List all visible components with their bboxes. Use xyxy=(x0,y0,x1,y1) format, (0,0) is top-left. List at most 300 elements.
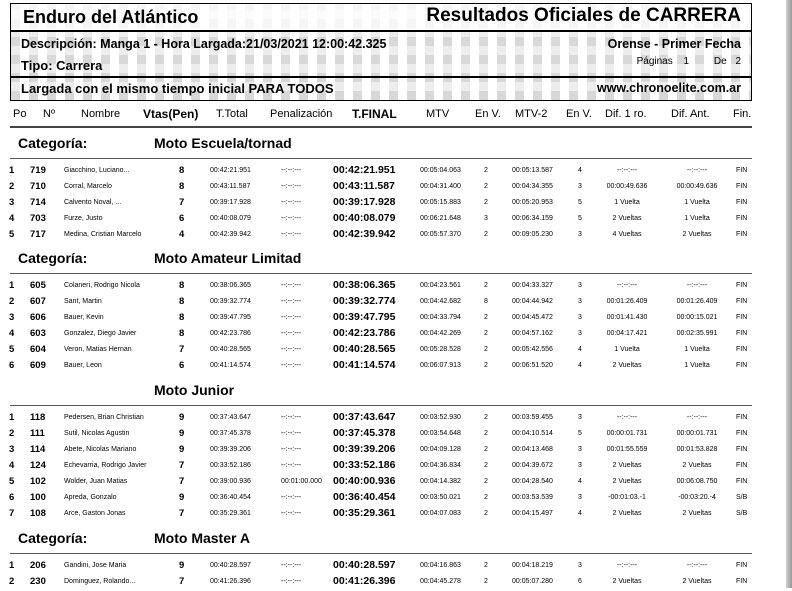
gap-to-first: 00:01:41.430 xyxy=(606,314,648,321)
second-best-lap: 00:04:33.327 xyxy=(512,282,553,289)
best-lap-number: 2 xyxy=(484,510,488,517)
second-best-lap: 00:09:05.230 xyxy=(512,231,553,238)
total-time: 00:42:39.942 xyxy=(210,231,251,238)
rider-number: 118 xyxy=(30,412,46,423)
best-lap: 00:03:54.648 xyxy=(420,430,461,437)
rider-number: 230 xyxy=(30,576,46,587)
final-time: 00:39:32.774 xyxy=(333,295,396,307)
penalty: --:--:--- xyxy=(281,562,302,569)
laps: 7 xyxy=(179,576,185,587)
best-lap-number: 2 xyxy=(484,430,488,437)
penalty: --:--:--- xyxy=(281,430,302,437)
gap-to-previous: 00:00:49.636 xyxy=(676,183,718,190)
finish-status: FIN xyxy=(736,478,748,485)
category-divider xyxy=(10,273,752,274)
finish-status: FIN xyxy=(736,231,748,238)
position: 2 xyxy=(9,181,15,192)
second-best-lap-number: 6 xyxy=(578,578,582,585)
table-row xyxy=(0,411,792,427)
col-env1: En V. xyxy=(475,108,501,120)
rider-number: 108 xyxy=(30,508,46,519)
final-time: 00:41:14.574 xyxy=(333,359,396,371)
final-time: 00:42:39.942 xyxy=(333,228,396,240)
penalty: --:--:--- xyxy=(281,462,302,469)
best-lap: 00:05:57.370 xyxy=(420,231,461,238)
laps: 4 xyxy=(179,229,185,240)
laps: 7 xyxy=(179,344,185,355)
penalty: --:--:--- xyxy=(281,446,302,453)
gap-to-previous: 00:02:35.991 xyxy=(676,330,718,337)
second-best-lap-number: 3 xyxy=(578,446,582,453)
category-divider xyxy=(10,553,752,554)
second-best-lap-number: 4 xyxy=(578,510,582,517)
best-lap-number: 2 xyxy=(484,231,488,238)
position: 6 xyxy=(9,492,15,503)
second-best-lap-number: 3 xyxy=(578,562,582,569)
table-row xyxy=(0,279,792,295)
best-lap: 00:05:15.883 xyxy=(420,199,461,206)
final-time: 00:35:29.361 xyxy=(333,507,396,519)
gap-to-first: 2 Vueltas xyxy=(612,462,642,469)
final-time: 00:40:00.936 xyxy=(333,475,396,487)
col-env2: En V. xyxy=(566,108,592,120)
rider-name: Calvento Noval, ... xyxy=(64,199,122,206)
finish-status: FIN xyxy=(736,362,748,369)
gap-to-first: --:--:--- xyxy=(616,167,638,174)
position: 4 xyxy=(9,460,15,471)
gap-to-first: 00:00:01.731 xyxy=(606,430,648,437)
table-row xyxy=(0,575,792,591)
laps: 7 xyxy=(179,476,185,487)
category-label: Categoría: xyxy=(18,135,88,151)
second-best-lap-number: 3 xyxy=(578,298,582,305)
header-divider-top xyxy=(11,30,751,32)
second-best-lap-number: 5 xyxy=(578,215,582,222)
position: 3 xyxy=(9,444,15,455)
rider-name: Dominguez, Rolando... xyxy=(64,578,136,585)
gap-to-previous: 1 Vuelta xyxy=(684,215,710,222)
second-best-lap-number: 3 xyxy=(578,231,582,238)
second-best-lap: 00:04:15.497 xyxy=(512,510,553,517)
total-time: 00:35:29.361 xyxy=(210,510,251,517)
best-lap-number: 2 xyxy=(484,562,488,569)
table-row xyxy=(0,359,792,375)
second-best-lap: 00:04:45.472 xyxy=(512,314,553,321)
final-time: 00:41:26.396 xyxy=(333,575,396,587)
finish-status: FIN xyxy=(736,215,748,222)
best-lap: 00:04:09.128 xyxy=(420,446,461,453)
best-lap-number: 2 xyxy=(484,462,488,469)
gap-to-first: 1 Vuelta xyxy=(614,346,640,353)
category-header xyxy=(18,250,302,266)
race-location: Orense - Primer Fecha xyxy=(607,37,741,51)
finish-status: FIN xyxy=(736,414,748,421)
best-lap-number: 2 xyxy=(484,330,488,337)
finish-status: FIN xyxy=(736,578,748,585)
rider-number: 703 xyxy=(30,213,46,224)
rider-name: Medina, Cristian Marcelo xyxy=(64,231,142,238)
gap-to-first: --:--:--- xyxy=(616,282,638,289)
second-best-lap-number: 3 xyxy=(578,494,582,501)
laps: 7 xyxy=(179,197,185,208)
penalty: --:--:--- xyxy=(281,578,302,585)
total-time: 00:42:23.786 xyxy=(210,330,251,337)
best-lap-number: 8 xyxy=(484,298,488,305)
finish-status: FIN xyxy=(736,330,748,337)
rider-number: 710 xyxy=(30,181,46,192)
category-label: Categoría: xyxy=(18,250,88,266)
col-ttotal: T.Total xyxy=(216,108,248,120)
best-lap: 00:04:33.794 xyxy=(420,314,461,321)
total-pages: 2 xyxy=(735,56,741,67)
total-time: 00:40:28.565 xyxy=(210,346,251,353)
column-header-divider xyxy=(10,126,752,128)
laps: 8 xyxy=(179,181,185,192)
best-lap-number: 2 xyxy=(484,314,488,321)
second-best-lap-number: 3 xyxy=(578,330,582,337)
rider-name: Bauer, Leon xyxy=(64,362,102,369)
final-time: 00:39:39.206 xyxy=(333,443,396,455)
rider-number: 111 xyxy=(30,428,45,439)
final-time: 00:38:06.365 xyxy=(333,279,396,291)
final-time: 00:40:28.597 xyxy=(333,559,396,571)
second-best-lap-number: 3 xyxy=(578,183,582,190)
race-type: Tipo: Carrera xyxy=(21,58,103,73)
best-lap: 00:05:28.528 xyxy=(420,346,461,353)
gap-to-first: -00:01:03.-1 xyxy=(608,494,646,501)
finish-status: FIN xyxy=(736,298,748,305)
rider-name: Corral, Marcelo xyxy=(64,183,112,190)
penalty: --:--:--- xyxy=(281,298,302,305)
col-difa: Dif. Ant. xyxy=(671,108,710,120)
best-lap: 00:04:31.400 xyxy=(420,183,461,190)
col-dif1: Dif. 1 ro. xyxy=(605,108,647,120)
best-lap: 00:03:52.930 xyxy=(420,414,461,421)
col-mtv: MTV xyxy=(426,108,450,120)
rider-number: 604 xyxy=(30,344,46,355)
best-lap-number: 2 xyxy=(484,282,488,289)
best-lap: 00:04:16.863 xyxy=(420,562,461,569)
laps: 7 xyxy=(179,508,185,519)
total-time: 00:39:39.206 xyxy=(210,446,251,453)
second-best-lap-number: 3 xyxy=(578,314,582,321)
second-best-lap: 00:04:34.355 xyxy=(512,183,553,190)
gap-to-previous: 00:00:01.731 xyxy=(676,430,718,437)
best-lap: 00:05:04.063 xyxy=(420,167,461,174)
table-row xyxy=(0,491,792,507)
best-lap: 00:03:50.021 xyxy=(420,494,461,501)
finish-status: S/B xyxy=(736,494,748,501)
penalty: --:--:--- xyxy=(281,510,302,517)
website-link[interactable]: www.chronoelite.com.ar xyxy=(596,81,741,95)
best-lap-number: 2 xyxy=(484,183,488,190)
rider-number: 717 xyxy=(30,229,46,240)
of-label: De xyxy=(713,56,727,67)
rider-name: Pedersen, Brian Christian xyxy=(64,414,144,421)
laps: 7 xyxy=(179,460,185,471)
event-name: Enduro del Atlántico xyxy=(23,7,199,27)
table-row xyxy=(0,475,792,491)
penalty: --:--:--- xyxy=(281,314,302,321)
gap-to-previous: 00:01:53.828 xyxy=(676,446,718,453)
category-divider xyxy=(10,158,752,159)
second-best-lap: 00:04:44.942 xyxy=(512,298,553,305)
rider-number: 206 xyxy=(30,560,46,571)
penalty: --:--:--- xyxy=(281,346,302,353)
rider-name: Giacchino, Luciano... xyxy=(64,167,130,174)
rider-number: 607 xyxy=(30,296,46,307)
position: 1 xyxy=(9,412,15,423)
race-description: Descripción: Manga 1 - Hora Largada:21/03/2021 12:00:42.325 xyxy=(21,37,387,51)
start-note: Largada con el mismo tiempo inicial PARA TODOS xyxy=(21,81,334,96)
laps: 9 xyxy=(179,492,185,503)
position: 2 xyxy=(9,428,15,439)
col-no: Nº xyxy=(43,108,55,120)
gap-to-previous: 2 Vueltas xyxy=(682,231,712,238)
table-row xyxy=(0,196,792,212)
laps: 8 xyxy=(179,165,185,176)
gap-to-first: 2 Vueltas xyxy=(612,362,642,369)
position: 1 xyxy=(9,280,15,291)
penalty: --:--:--- xyxy=(281,167,302,174)
total-time: 00:36:40.454 xyxy=(210,494,251,501)
finish-status: FIN xyxy=(736,183,748,190)
table-row xyxy=(0,427,792,443)
total-time: 00:40:28.597 xyxy=(210,562,251,569)
table-row xyxy=(0,311,792,327)
finish-status: FIN xyxy=(736,314,748,321)
penalty: --:--:--- xyxy=(281,183,302,190)
rider-name: Sutil, Nicolas Agustin xyxy=(64,430,130,437)
final-time: 00:39:17.928 xyxy=(333,196,396,208)
current-page: 1 xyxy=(683,56,690,67)
finish-status: FIN xyxy=(736,346,748,353)
second-best-lap-number: 3 xyxy=(578,414,582,421)
best-lap: 00:04:14.382 xyxy=(420,478,461,485)
second-best-lap: 00:05:42.556 xyxy=(512,346,553,353)
category-name: Moto Junior xyxy=(154,382,235,398)
total-time: 00:42:21.951 xyxy=(210,167,251,174)
rider-number: 605 xyxy=(30,280,46,291)
total-time: 00:41:14.574 xyxy=(210,362,251,369)
position: 3 xyxy=(9,197,15,208)
best-lap-number: 2 xyxy=(484,446,488,453)
position: 4 xyxy=(9,213,15,224)
penalty: --:--:--- xyxy=(281,362,302,369)
final-time: 00:37:43.647 xyxy=(333,411,396,423)
gap-to-previous: 1 Vuelta xyxy=(684,199,710,206)
rider-name: Echevarria, Rodrigo Javier xyxy=(64,462,147,469)
pages-label: Páginas xyxy=(636,56,673,67)
best-lap: 00:04:36.834 xyxy=(420,462,461,469)
laps: 9 xyxy=(179,412,185,423)
finish-status: FIN xyxy=(736,446,748,453)
second-best-lap: 00:04:57.162 xyxy=(512,330,553,337)
best-lap: 00:04:42.269 xyxy=(420,330,461,337)
second-best-lap: 00:03:53.539 xyxy=(512,494,553,501)
category-divider xyxy=(10,405,752,406)
gap-to-previous: 1 Vuelta xyxy=(684,362,710,369)
gap-to-first: 1 Vuelta xyxy=(614,199,640,206)
position: 5 xyxy=(9,229,15,240)
penalty: --:--:--- xyxy=(281,330,302,337)
finish-status: FIN xyxy=(736,462,748,469)
total-time: 00:38:06.365 xyxy=(210,282,251,289)
results-title: Resultados Oficiales de CARRERA xyxy=(426,5,741,26)
total-time: 00:40:08.079 xyxy=(210,215,251,222)
second-best-lap: 00:04:18.219 xyxy=(512,562,553,569)
table-row xyxy=(0,228,792,244)
gap-to-first: --:--:--- xyxy=(616,414,638,421)
finish-status: S/B xyxy=(736,510,748,517)
total-time: 00:39:17.928 xyxy=(210,199,251,206)
second-best-lap: 00:06:51.520 xyxy=(512,362,553,369)
best-lap: 00:04:07.083 xyxy=(420,510,461,517)
laps: 9 xyxy=(179,428,185,439)
category-header xyxy=(18,135,292,151)
best-lap: 00:04:45.278 xyxy=(420,578,461,585)
gap-to-first: 2 Vueltas xyxy=(612,578,642,585)
table-row xyxy=(0,164,792,180)
laps: 8 xyxy=(179,328,185,339)
second-best-lap-number: 4 xyxy=(578,478,582,485)
table-row xyxy=(0,443,792,459)
gap-to-previous: --:--:--- xyxy=(686,414,708,421)
penalty: 00:01:00.000 xyxy=(281,478,322,485)
total-time: 00:41:26.396 xyxy=(210,578,251,585)
col-name: Nombre xyxy=(81,108,121,120)
rider-name: Wolder, Juan Matias xyxy=(64,478,128,485)
best-lap-number: 2 xyxy=(484,199,488,206)
final-time: 00:33:52.186 xyxy=(333,459,396,471)
category-name: Moto Amateur Limitad xyxy=(154,250,302,266)
gap-to-previous: --:--:--- xyxy=(686,562,708,569)
position: 5 xyxy=(9,476,15,487)
col-fin: Fin. xyxy=(733,108,752,120)
second-best-lap: 00:06:34.159 xyxy=(512,215,553,222)
best-lap-number: 3 xyxy=(484,215,488,222)
finish-status: FIN xyxy=(736,430,748,437)
total-time: 00:37:45.378 xyxy=(210,430,251,437)
rider-name: Gonzalez, Diego Javier xyxy=(64,330,137,337)
rider-number: 609 xyxy=(30,360,46,371)
rider-number: 606 xyxy=(30,312,46,323)
rider-name: Bauer, Kevin xyxy=(64,314,104,321)
table-row xyxy=(0,295,792,311)
gap-to-previous: --:--:--- xyxy=(686,167,708,174)
results-header xyxy=(10,3,752,101)
best-lap-number: 2 xyxy=(484,478,488,485)
best-lap-number: 2 xyxy=(484,414,488,421)
finish-status: FIN xyxy=(736,562,748,569)
gap-to-previous: 2 Vueltas xyxy=(682,578,712,585)
best-lap: 00:06:21.648 xyxy=(420,215,461,222)
rider-number: 124 xyxy=(30,460,46,471)
penalty: --:--:--- xyxy=(281,199,302,206)
position: 2 xyxy=(9,576,15,587)
second-best-lap: 00:04:13.468 xyxy=(512,446,553,453)
gap-to-first: 4 Vueltas xyxy=(612,231,642,238)
second-best-lap-number: 5 xyxy=(578,430,582,437)
finish-status: FIN xyxy=(736,282,748,289)
position: 3 xyxy=(9,312,15,323)
gap-to-previous: 00:00:15.021 xyxy=(676,314,718,321)
best-lap: 00:04:23.561 xyxy=(420,282,461,289)
col-mtv2: MTV-2 xyxy=(515,108,548,120)
final-time: 00:42:23.786 xyxy=(333,327,396,339)
laps: 8 xyxy=(179,296,185,307)
category-name: Moto Escuela/tornad xyxy=(154,135,292,151)
second-best-lap: 00:04:39.672 xyxy=(512,462,553,469)
gap-to-previous: 1 Vuelta xyxy=(684,346,710,353)
rider-name: Abete, Nicolas Mariano xyxy=(64,446,137,453)
laps: 8 xyxy=(179,280,185,291)
header-title-row xyxy=(11,4,751,30)
best-lap-number: 2 xyxy=(484,494,488,501)
rider-name: Furze, Justo xyxy=(64,215,103,222)
laps: 9 xyxy=(179,444,185,455)
final-time: 00:40:08.079 xyxy=(333,212,396,224)
laps: 6 xyxy=(179,360,185,371)
final-time: 00:37:45.378 xyxy=(333,427,396,439)
second-best-lap-number: 5 xyxy=(578,199,582,206)
total-time: 00:39:00.936 xyxy=(210,478,251,485)
total-time: 00:39:47.795 xyxy=(210,314,251,321)
final-time: 00:43:11.587 xyxy=(333,180,395,192)
second-best-lap: 00:04:28.540 xyxy=(512,478,553,485)
second-best-lap: 00:04:10.514 xyxy=(512,430,553,437)
header-divider-bottom xyxy=(11,76,751,78)
category-header xyxy=(18,530,250,546)
rider-name: Colaneri, Rodrigo Nicola xyxy=(64,282,140,289)
window-right-edge xyxy=(786,0,792,588)
table-row xyxy=(0,559,792,575)
col-tfinal: T.FINAL xyxy=(352,107,397,121)
rider-number: 719 xyxy=(30,165,46,176)
table-row xyxy=(0,180,792,196)
rider-name: Gandini, Jose Maria xyxy=(64,562,127,569)
gap-to-first: 00:04:17.421 xyxy=(606,330,648,337)
position: 2 xyxy=(9,296,15,307)
second-best-lap-number: 4 xyxy=(578,167,582,174)
gap-to-first: 2 Vueltas xyxy=(612,510,642,517)
gap-to-first: 00:01:26.409 xyxy=(606,298,648,305)
rider-number: 603 xyxy=(30,328,46,339)
second-best-lap-number: 4 xyxy=(578,362,582,369)
rider-number: 100 xyxy=(30,492,46,503)
second-best-lap-number: 4 xyxy=(578,346,582,353)
table-row xyxy=(0,343,792,359)
best-lap-number: 2 xyxy=(484,362,488,369)
gap-to-previous: 00:06:08.750 xyxy=(676,478,718,485)
best-lap: 00:06:07.913 xyxy=(420,362,461,369)
col-laps: Vtas(Pen) xyxy=(143,107,199,121)
rider-name: Apreda, Gonzalo xyxy=(64,494,117,501)
gap-to-first: --:--:--- xyxy=(616,562,638,569)
best-lap: 00:04:42.682 xyxy=(420,298,461,305)
second-best-lap-number: 3 xyxy=(578,462,582,469)
second-best-lap: 00:05:07.280 xyxy=(512,578,553,585)
total-time: 00:43:11.587 xyxy=(210,183,251,190)
penalty: --:--:--- xyxy=(281,231,302,238)
category-name: Moto Master A xyxy=(154,530,250,546)
penalty: --:--:--- xyxy=(281,494,302,501)
category-label: Categoría: xyxy=(18,530,88,546)
final-time: 00:39:47.795 xyxy=(333,311,396,323)
rider-name: Veron, Matias Hernan xyxy=(64,346,132,353)
gap-to-first: 2 Vueltas xyxy=(612,215,642,222)
rider-number: 102 xyxy=(30,476,46,487)
